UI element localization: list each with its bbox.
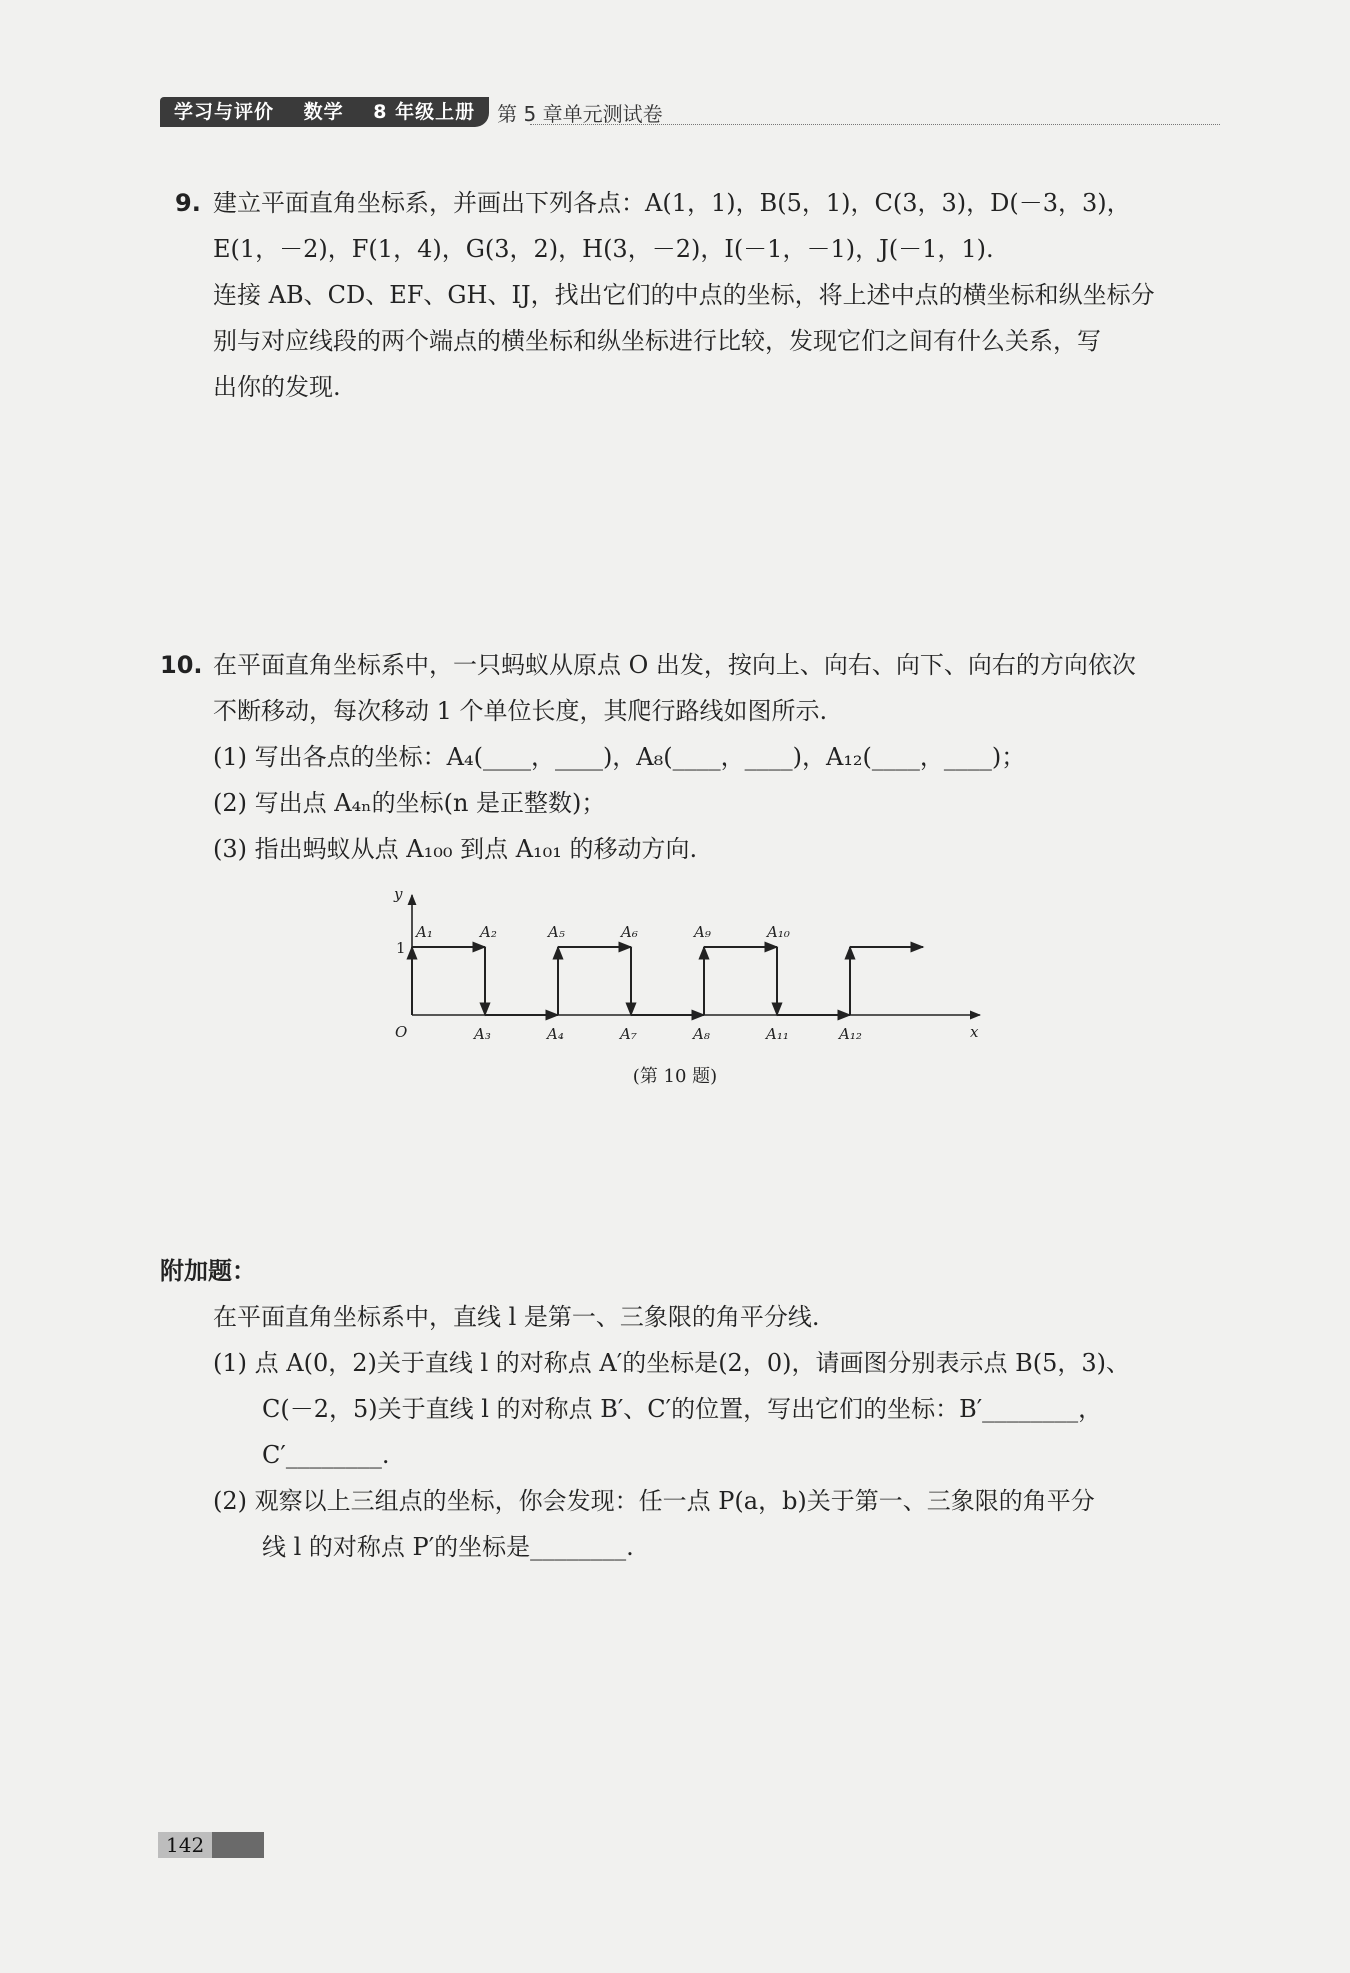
q10-number: 10. [160,651,203,679]
q9-line-4: 别与对应线段的两个端点的横坐标和纵坐标进行比较，发现它们之间有什么关系，写 [213,327,1101,355]
label-A1: A₁ [416,923,433,941]
q9-line-1: 建立平面直角坐标系，并画出下列各点：A(1，1)，B(5，1)，C(3，3)，D(－3，3)， [213,189,1131,217]
extra-part1-line-2: C(－2，5)关于直线 l 的对称点 B′、C′的位置，写出它们的坐标：B′________， [262,1395,1103,1423]
header-grade: 8 年级上册 [373,101,476,123]
label-A7: A₇ [620,1025,637,1043]
label-A4: A₄ [547,1025,564,1043]
page-footer [158,1832,264,1858]
ant-path-figure [380,885,1000,1050]
label-A10: A₁₀ [767,923,790,941]
header-badge [160,97,489,127]
q9-line-5: 出你的发现. [213,373,341,401]
q9-number: 9. [175,189,201,217]
extra-part2-line-1: (2) 观察以上三组点的坐标，你会发现：任一点 P(a，b)关于第一、三象限的角平分 [213,1487,1095,1515]
extra-title: 附加题： [160,1257,256,1285]
label-A9: A₉ [694,923,711,941]
y-tick-1: 1 [396,939,406,957]
q9-line-3: 连接 AB、CD、EF、GH、IJ，找出它们的中点的坐标，将上述中点的横坐标和纵坐标分 [213,281,1155,309]
label-A8: A₈ [693,1025,710,1043]
header-book: 学习与评价 [174,101,275,123]
extra-part1-line-3: C′________. [262,1441,390,1469]
header-chapter: 第 5 章单元测试卷 [497,101,663,126]
origin-label: O [395,1023,408,1041]
q10-part-2: (2) 写出点 A₄ₙ的坐标(n 是正整数)； [213,789,606,817]
q10-part-1: (1) 写出各点的坐标：A₄(____，____)，A₈(____，____)，A₁₂(____，____)； [213,743,1026,771]
page-number: 142 [158,1832,212,1858]
ant-path [412,947,923,1015]
q10-line-2: 不断移动，每次移动 1 个单位长度，其爬行路线如图所示. [213,697,828,725]
figure-caption: (第 10 题) [632,1066,718,1087]
label-A6: A₆ [621,923,638,941]
q10-line-1: 在平面直角坐标系中，一只蚂蚁从原点 O 出发，按向上、向右、向下、向右的方向依次 [213,651,1136,679]
extra-part1-line-1: (1) 点 A(0，2)关于直线 l 的对称点 A′的坐标是(2，0)，请画图分别表示点 B(5，3)、 [213,1349,1130,1377]
label-A11: A₁₁ [766,1025,789,1043]
y-axis-label: y [394,885,403,903]
q10-part-3: (3) 指出蚂蚁从点 A₁₀₀ 到点 A₁₀₁ 的移动方向. [213,835,698,863]
q9-line-2: E(1，－2)，F(1，4)，G(3，2)，H(3，－2)，I(－1，－1)，J(－1，1). [213,235,994,263]
label-A5: A₅ [548,923,565,941]
label-A3: A₃ [474,1025,491,1043]
label-A2: A₂ [480,923,497,941]
extra-intro: 在平面直角坐标系中，直线 l 是第一、三象限的角平分线. [213,1303,820,1331]
x-axis-label: x [970,1023,979,1041]
header-subject: 数学 [303,101,344,123]
extra-part2-line-2: 线 l 的对称点 P′的坐标是________. [262,1533,634,1561]
header-divider [530,124,1220,125]
page-number-bar [212,1832,264,1858]
label-A12: A₁₂ [839,1025,862,1043]
